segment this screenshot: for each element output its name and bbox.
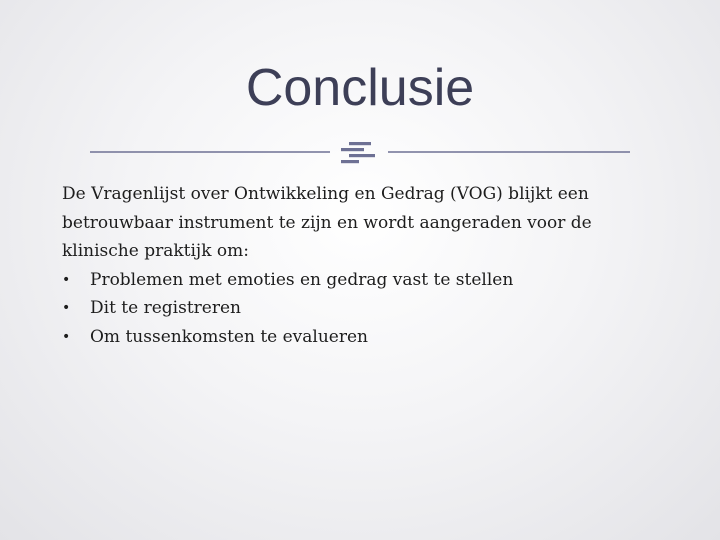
bullet-dot: • bbox=[62, 271, 71, 288]
intro-paragraph: De Vragenlijst over Ontwikkeling en Gedrag (VOG) blijkt een betrouwbaar instrument te zijn en wordt aangeraden voor de klinische praktijk om: bbox=[62, 184, 592, 261]
bullet-text: Om tussenkomsten te evalueren bbox=[90, 326, 369, 347]
title-divider bbox=[90, 140, 630, 164]
slide-title: Conclusie bbox=[245, 59, 475, 117]
bullet-item bbox=[62, 323, 662, 352]
bullet-text: Dit te registreren bbox=[90, 298, 241, 318]
bullet-dot: • bbox=[62, 328, 71, 345]
bullet-item bbox=[62, 266, 662, 295]
align-left-icon bbox=[341, 142, 375, 163]
slide-body bbox=[62, 180, 662, 351]
bullet-dot: • bbox=[62, 300, 71, 316]
bullet-item bbox=[62, 294, 662, 323]
bullet-list bbox=[62, 266, 662, 352]
bullet-text: Problemen met emoties en gedrag vast te stellen bbox=[90, 269, 514, 290]
divider-graphic bbox=[90, 140, 630, 164]
